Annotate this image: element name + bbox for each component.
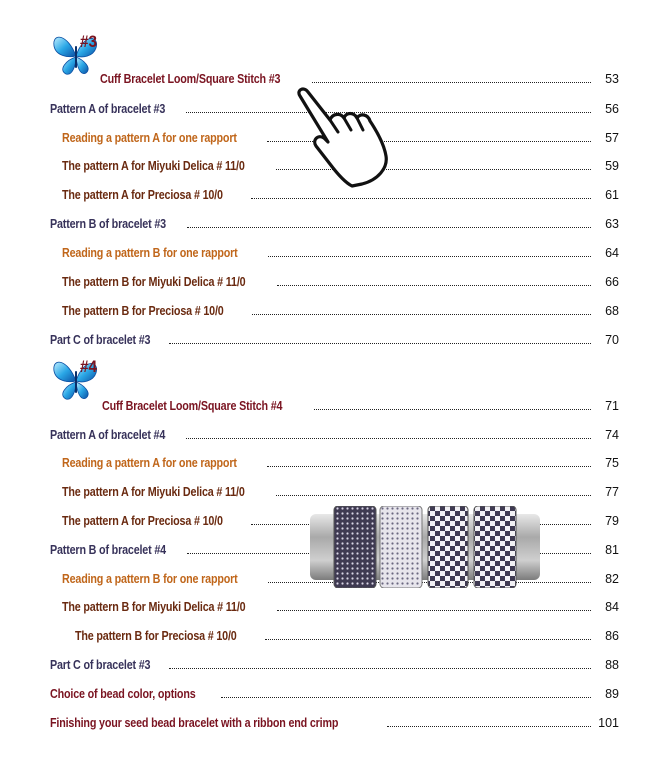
toc-entry-page-number: 75	[605, 456, 619, 470]
toc-entry[interactable]	[0, 269, 663, 289]
dot-leader	[169, 342, 591, 344]
toc-entry-page-number: 101	[598, 716, 619, 730]
dot-leader	[169, 667, 591, 669]
toc-entry[interactable]	[0, 652, 663, 672]
toc-entry-page-number: 70	[605, 333, 619, 347]
toc-entry[interactable]	[0, 710, 663, 730]
toc-entry-page-number: 64	[605, 246, 619, 260]
toc-entry-title: Reading a pattern B for one rapport	[62, 246, 238, 260]
section-number: #3	[80, 32, 98, 51]
toc-entry-title: Pattern B of bracelet #3	[50, 217, 166, 231]
toc-entry-title: The pattern A for Preciosa # 10/0	[62, 514, 223, 528]
toc-entry-page-number: 77	[605, 485, 619, 499]
toc-entry-page-number: 56	[605, 102, 619, 116]
toc-entry-page-number: 68	[605, 304, 619, 318]
dot-leader	[268, 255, 591, 257]
toc-entry-title: Reading a pattern A for one rapport	[62, 131, 237, 145]
toc-entry-page-number: 81	[605, 543, 619, 557]
toc-entry-page-number: 61	[605, 188, 619, 202]
toc-entry[interactable]	[0, 298, 663, 318]
dot-leader	[277, 609, 591, 611]
dot-leader	[277, 284, 591, 286]
toc-entry[interactable]	[0, 450, 663, 470]
dot-leader	[387, 725, 591, 727]
toc-entry-page-number: 59	[605, 159, 619, 173]
toc-entry-title: Cuff Bracelet Loom/Square Stitch #4	[102, 399, 283, 413]
toc-entry[interactable]	[0, 327, 663, 347]
pointing-hand-icon	[290, 86, 390, 188]
toc-entry[interactable]	[0, 681, 663, 701]
dot-leader	[252, 313, 591, 315]
toc-entry-page-number: 74	[605, 428, 619, 442]
toc-entry-title: Reading a pattern A for one rapport	[62, 456, 237, 470]
toc-entry-page-number: 86	[605, 629, 619, 643]
dot-leader	[267, 465, 591, 467]
toc-entry-title: Part C of bracelet #3	[50, 658, 151, 672]
dot-leader	[186, 437, 591, 439]
toc-entry-title: Pattern A of bracelet #4	[50, 428, 166, 442]
toc-entry-title: Reading a pattern B for one rapport	[62, 572, 238, 586]
dot-leader	[314, 408, 591, 410]
toc-entry-title: Pattern B of bracelet #4	[50, 543, 166, 557]
toc-entry[interactable]	[0, 594, 663, 614]
dot-leader	[221, 696, 591, 698]
toc-entry-title: The pattern B for Preciosa # 10/0	[62, 304, 224, 318]
dot-leader	[187, 226, 591, 228]
toc-entry-page-number: 82	[605, 572, 619, 586]
toc-entry-page-number: 84	[605, 600, 619, 614]
toc-entry[interactable]	[0, 393, 663, 413]
toc-entry[interactable]	[0, 240, 663, 260]
toc-entry-page-number: 57	[605, 131, 619, 145]
toc-entry-title: The pattern A for Miyuki Delica # 11/0	[62, 159, 245, 173]
toc-entry-page-number: 89	[605, 687, 619, 701]
dot-leader	[251, 197, 591, 199]
toc-entry[interactable]	[0, 623, 663, 643]
toc-entry-page-number: 53	[605, 72, 619, 86]
toc-entry-title: The pattern A for Miyuki Delica # 11/0	[62, 485, 245, 499]
toc-entry[interactable]	[0, 479, 663, 499]
toc-entry-title: Finishing your seed bead bracelet with a ribbon end crimp	[50, 716, 339, 730]
toc-entry-page-number: 88	[605, 658, 619, 672]
toc-entry[interactable]	[0, 211, 663, 231]
toc-entry-title: Cuff Bracelet Loom/Square Stitch #3	[100, 72, 281, 86]
dot-leader	[276, 494, 591, 496]
toc-entry-title: The pattern B for Miyuki Delica # 11/0	[62, 600, 246, 614]
toc-entry-page-number: 63	[605, 217, 619, 231]
toc-entry[interactable]	[0, 66, 663, 86]
toc-entry-page-number: 66	[605, 275, 619, 289]
bead-bracelets-image	[310, 506, 540, 588]
toc-entry-page-number: 79	[605, 514, 619, 528]
toc-entry-title: Part C of bracelet #3	[50, 333, 151, 347]
section-number: #4	[80, 357, 98, 376]
toc-entry-title: The pattern B for Preciosa # 10/0	[75, 629, 237, 643]
toc-entry-title: The pattern A for Preciosa # 10/0	[62, 188, 223, 202]
dot-leader	[312, 81, 591, 83]
toc-entry-title: The pattern B for Miyuki Delica # 11/0	[62, 275, 246, 289]
dot-leader	[265, 638, 591, 640]
toc-entry-title: Choice of bead color, options	[50, 687, 196, 701]
toc-entry-page-number: 71	[605, 399, 619, 413]
toc-entry[interactable]	[0, 422, 663, 442]
toc-entry-title: Pattern A of bracelet #3	[50, 102, 166, 116]
